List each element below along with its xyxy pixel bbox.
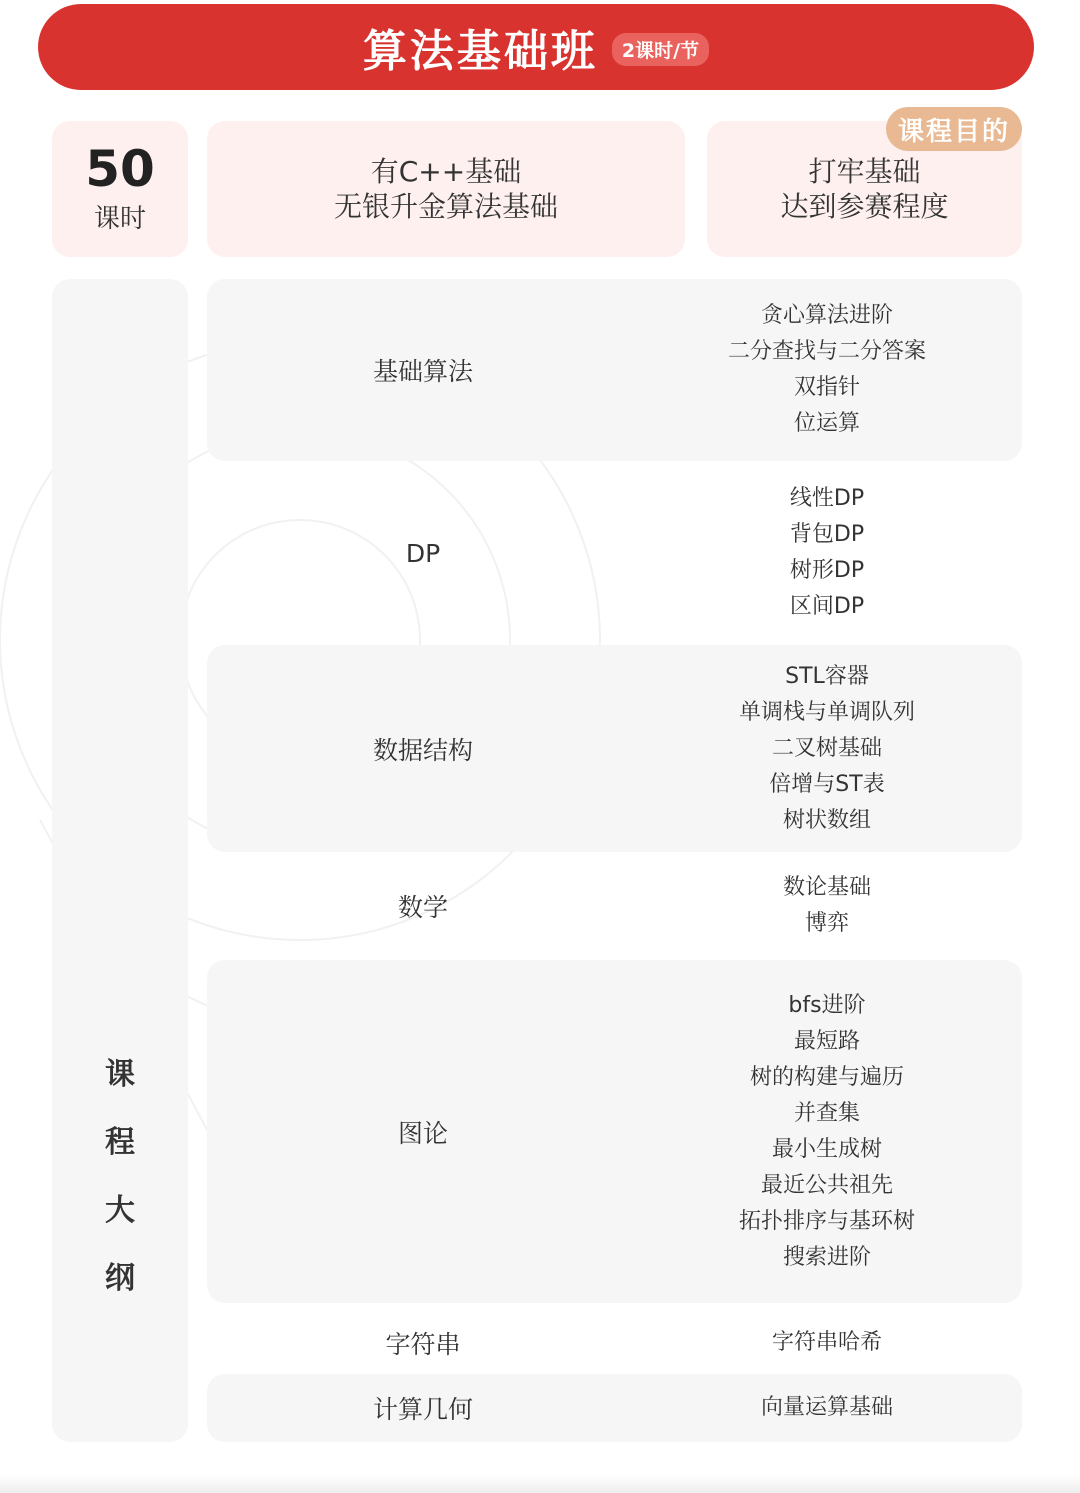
topic-item: 并查集 — [793, 1100, 860, 1126]
outline-label-char: 程 — [105, 1125, 135, 1160]
course-title: 算法基础班 — [362, 26, 598, 77]
topic-item: 区间DP — [789, 594, 865, 619]
topic-item: 树的构建与遍历 — [749, 1064, 904, 1090]
topic-item: 最近公共祖先 — [760, 1172, 893, 1198]
total-hours-card — [52, 121, 188, 257]
row-category: DP — [405, 538, 441, 568]
topic-item: 博弈 — [804, 911, 849, 936]
row-topics — [645, 463, 1009, 643]
topic-item: 线性DP — [789, 486, 865, 511]
topic-item: 向量运算基础 — [760, 1395, 893, 1420]
row-category: 数学 — [397, 893, 448, 922]
total-hours-unit: 课时 — [93, 203, 146, 234]
outline-row — [207, 463, 1022, 643]
row-topics — [645, 279, 1009, 461]
outline-side-column — [52, 279, 188, 1442]
outline-row — [207, 1310, 1022, 1376]
outline-label-char: 纲 — [105, 1261, 135, 1296]
requirement-line: 无银升金算法基础 — [333, 190, 558, 223]
row-topics — [645, 645, 1009, 852]
requirement-line: 有C++基础 — [370, 155, 522, 188]
topic-item: 二叉树基础 — [771, 735, 882, 761]
goal-tag: 课程目的 — [886, 107, 1022, 151]
topic-item: 搜索进阶 — [782, 1244, 871, 1270]
bottom-edge — [0, 1474, 1080, 1493]
course-header — [38, 4, 1034, 90]
topic-item: 单调栈与单调队列 — [738, 699, 915, 725]
row-topics — [645, 1374, 1009, 1442]
outline-row — [207, 279, 1022, 461]
topic-item: 拓扑排序与基环树 — [738, 1208, 915, 1234]
topic-item: 倍增与ST表 — [769, 771, 885, 797]
topic-item: 最短路 — [793, 1028, 860, 1054]
topic-item: 二分查找与二分答案 — [727, 339, 926, 364]
outline-label-char: 大 — [105, 1193, 135, 1228]
topic-item: 贪心算法进阶 — [760, 303, 893, 328]
outline-row — [207, 960, 1022, 1303]
requirement-card — [207, 121, 685, 257]
outline-label — [52, 1041, 188, 1313]
topic-item: 双指针 — [793, 375, 860, 400]
row-category: 图论 — [397, 1118, 448, 1148]
row-topics — [645, 854, 1009, 958]
row-category: 基础算法 — [372, 357, 473, 386]
topic-item: 字符串哈希 — [771, 1330, 882, 1355]
goal-line: 达到参赛程度 — [780, 190, 949, 223]
topic-item: 树形DP — [789, 558, 865, 583]
hours-per-session-badge: 2课时/节 — [612, 33, 709, 66]
topic-item: STL容器 — [785, 663, 869, 689]
row-category: 数据结构 — [372, 735, 473, 765]
outline-label-char: 课 — [105, 1057, 135, 1092]
topic-item: bfs进阶 — [788, 992, 866, 1018]
total-hours-number: 50 — [85, 139, 155, 198]
row-category: 字符串 — [385, 1330, 461, 1359]
outline-row — [207, 854, 1022, 958]
topic-item: 位运算 — [793, 411, 860, 436]
topic-item: 最小生成树 — [771, 1136, 882, 1162]
topic-item: 背包DP — [789, 522, 865, 547]
topic-item: 树状数组 — [782, 807, 871, 833]
outline-row — [207, 1374, 1022, 1442]
topic-item: 数论基础 — [782, 875, 871, 900]
row-topics — [645, 1310, 1009, 1376]
row-topics — [645, 960, 1009, 1303]
row-category: 计算几何 — [372, 1395, 473, 1424]
outline-row — [207, 645, 1022, 852]
goal-line: 打牢基础 — [808, 155, 921, 188]
